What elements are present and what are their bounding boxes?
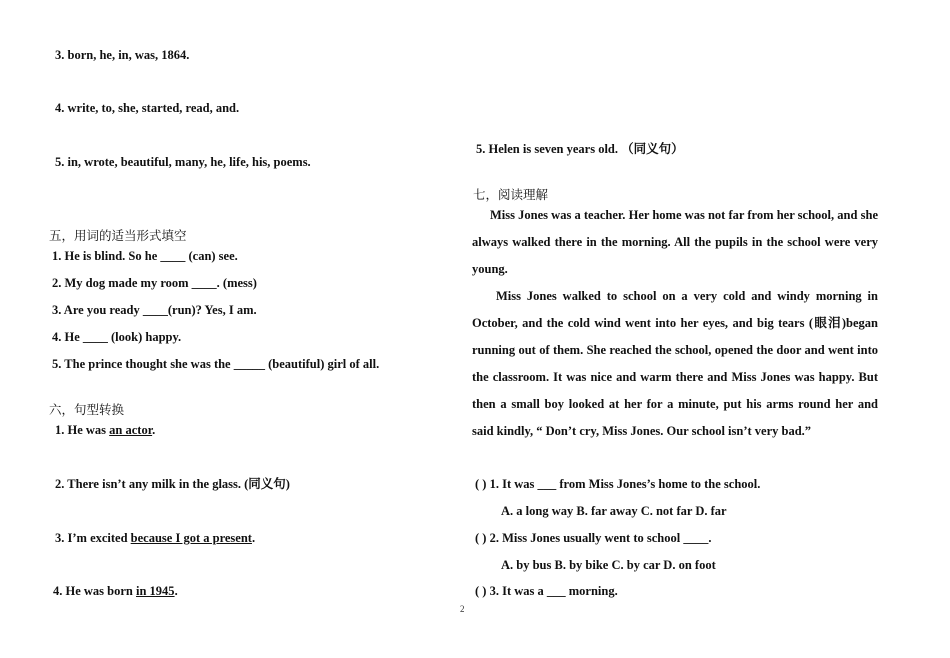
transform-item-4-underlined: in 1945 — [136, 584, 175, 598]
fill-item-3: 3. Are you ready ____(run)? Yes, I am. — [52, 303, 257, 317]
question-3: ( ) 3. It was a ___ morning. — [475, 584, 618, 598]
section6-heading: 六，句型转换 — [49, 402, 125, 417]
reading-paragraph-2 — [472, 283, 878, 445]
transform-item-1-pre: 1. He was — [55, 423, 110, 437]
section5-heading: 五，用词的适当形式填空 — [49, 228, 187, 243]
transform-item-2: 2. There isn’t any milk in the glass. (同义句) — [55, 477, 290, 491]
transform-item-4-post: . — [174, 584, 178, 598]
transform-item-3-pre: 3. I’m excited — [55, 531, 131, 545]
transform-item-5: 5. Helen is seven years old. （同义句） — [476, 142, 684, 156]
reading-paragraph-1-text: Miss Jones was a teacher. Her home was not far from her school, and she always walked there in the morning. All the pupils in the school were very young. — [472, 208, 878, 276]
transform-item-1-post: . — [152, 423, 156, 437]
reading-paragraph-2-text: Miss Jones walked to school on a very cold and windy morning in October, and the cold wind went into her eyes, and big tears (眼泪)began running out of them. She reached the school, opened the door and went into the classroom. It was nice and warm there and Miss Jones was happy. But then a small boy looked at her for a minute, put his arms round her and said kindly, “ Don’t cry, Miss Jones. Our school isn’t very bad.” — [472, 289, 878, 438]
transform-item-3 — [55, 530, 255, 546]
fill-item-2: 2. My dog made my room ____. (mess) — [52, 276, 257, 290]
transform-item-3-post: . — [251, 531, 256, 545]
reorder-item-5: 5. in, wrote, beautiful, many, he, life, his, poems. — [55, 155, 311, 169]
question-1-options: A. a long way B. far away C. not far D. far — [501, 504, 727, 518]
page-number: 2 — [460, 604, 465, 614]
fill-item-4: 4. He ____ (look) happy. — [52, 330, 182, 344]
transform-item-3-underlined: because I got a present — [130, 531, 252, 545]
section7-heading: 七，阅读理解 — [473, 187, 549, 202]
question-1: ( ) 1. It was ___ from Miss Jones’s home to the school. — [475, 477, 761, 491]
fill-item-1: 1. He is blind. So he ____ (can) see. — [52, 249, 238, 263]
reorder-item-3: 3. born, he, in, was, 1864. — [55, 48, 190, 62]
reorder-item-4: 4. write, to, she, started, read, and. — [55, 101, 240, 115]
fill-item-5: 5. The prince thought she was the _____ (beautiful) girl of all. — [52, 357, 380, 371]
transform-item-4-pre: 4. He was born — [53, 584, 136, 598]
question-2-options: A. by bus B. by bike C. by car D. on foot — [501, 558, 716, 572]
transform-item-1-underlined: an actor — [109, 423, 153, 437]
transform-item-1 — [55, 422, 155, 438]
question-2: ( ) 2. Miss Jones usually went to school ____. — [475, 531, 712, 545]
transform-item-4 — [53, 583, 178, 599]
reading-paragraph-1 — [472, 202, 878, 283]
